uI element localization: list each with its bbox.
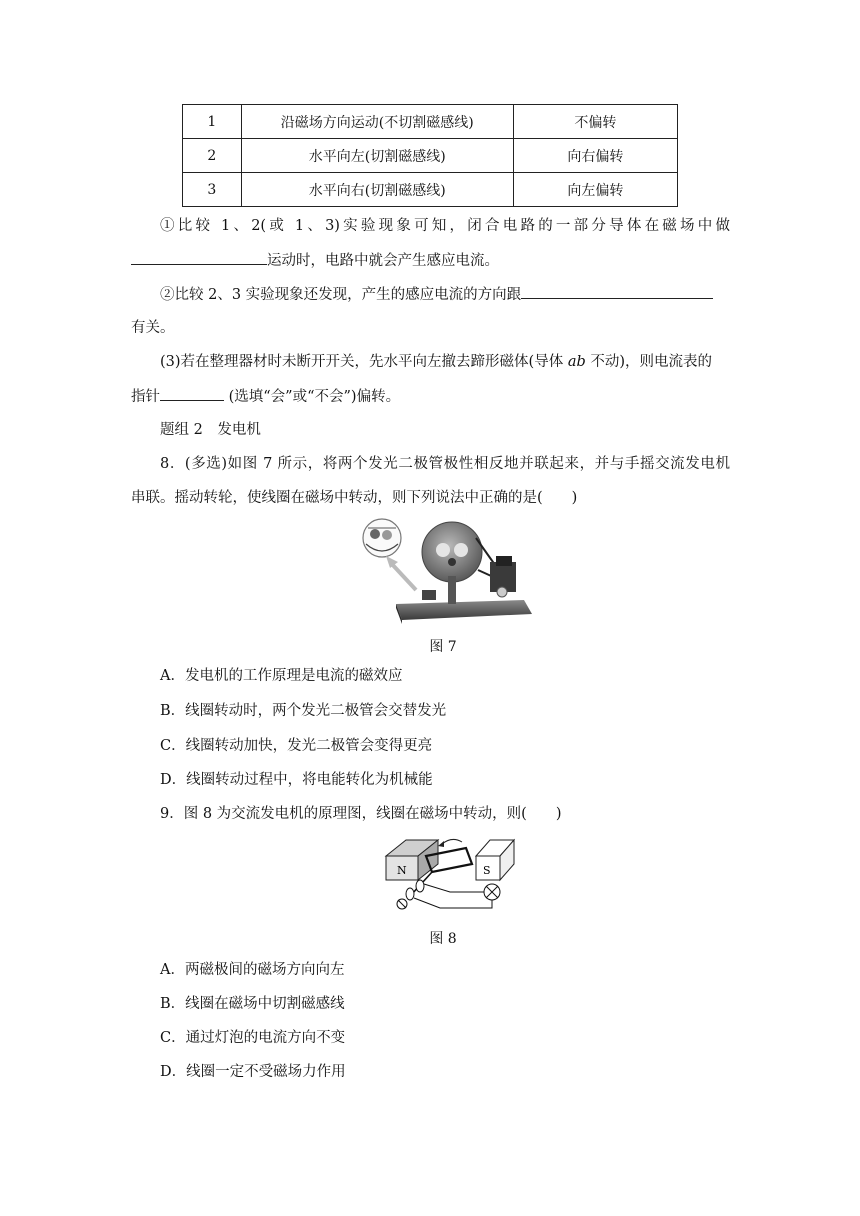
q1-line1: ①比较 1、2(或 1、3)实验现象可知，闭合电路的一部分导体在磁场中做 <box>160 218 730 234</box>
table-cell-result: 不偏转 <box>513 105 677 139</box>
q2-line2: 有关。 <box>131 320 175 336</box>
q8-option-d[interactable]: D．线圈转动过程中，将电能转化为机械能 <box>160 772 433 788</box>
observation-table <box>182 104 678 207</box>
q9-option-a[interactable]: A．两磁极间的磁场方向向左 <box>160 962 345 978</box>
q3-line1 <box>160 352 712 372</box>
magnet-s-label: S <box>483 864 491 877</box>
q3-line2 <box>131 386 400 407</box>
table-row <box>183 139 678 173</box>
q8-line1: 8．(多选)如图 7 所示，将两个发光二极管极性相反地并联起来，并与手摇交流发电机 <box>160 456 730 472</box>
q8-option-a[interactable]: A．发电机的工作原理是电流的磁效应 <box>160 668 403 684</box>
table-cell-motion: 水平向右(切割磁感线) <box>241 173 513 207</box>
q3-line1-after: 不动)，则电流表的 <box>585 354 713 370</box>
figure-8-caption: 图 8 <box>429 931 457 947</box>
q3-line2-after: (选填“会”或“不会”)偏转。 <box>224 389 401 405</box>
table-cell-no: 3 <box>183 173 242 207</box>
magnet-n-label: N <box>397 864 407 877</box>
q8-option-b[interactable]: B．线圈转动时，两个发光二极管会交替发光 <box>160 703 447 719</box>
q1-line2 <box>131 250 499 271</box>
q2-line1 <box>160 284 713 305</box>
table-cell-result: 向右偏转 <box>513 139 677 173</box>
table-row <box>183 105 678 139</box>
q3-variable: ab <box>567 354 586 370</box>
q3-line2-before: 指针 <box>131 389 160 405</box>
table-cell-result: 向左偏转 <box>513 173 677 207</box>
table-cell-motion: 水平向左(切割磁感线) <box>241 139 513 173</box>
q1-line2-text: 运动时，电路中就会产生感应电流。 <box>267 253 499 269</box>
answer-blank[interactable] <box>521 284 713 299</box>
table-row <box>183 173 678 207</box>
answer-blank[interactable] <box>160 386 224 401</box>
q9-line1: 9．图 8 为交流发电机的原理图，线圈在磁场中转动，则( ) <box>160 806 562 822</box>
q9-option-b[interactable]: B．线圈在磁场中切割磁感线 <box>160 996 345 1012</box>
section-title: 题组 2 发电机 <box>160 422 261 438</box>
table-cell-motion: 沿磁场方向运动(不切割磁感线) <box>241 105 513 139</box>
generator-photo-figure <box>356 516 532 624</box>
q9-option-c[interactable]: C．通过灯泡的电流方向不变 <box>160 1030 346 1046</box>
table-cell-no: 2 <box>183 139 242 173</box>
q3-line1-before: (3)若在整理器材时未断开开关，先水平向左撤去蹄形磁体(导体 <box>160 354 568 370</box>
table-cell-no: 1 <box>183 105 242 139</box>
q9-option-d[interactable]: D．线圈一定不受磁场力作用 <box>160 1064 346 1080</box>
q8-option-c[interactable]: C．线圈转动加快，发光二极管会变得更亮 <box>160 738 433 754</box>
q2-line1-text: ②比较 2、3 实验现象还发现，产生的感应电流的方向跟 <box>160 287 522 303</box>
answer-blank[interactable] <box>131 250 267 265</box>
figure-7-caption: 图 7 <box>429 639 457 655</box>
ac-generator-diagram <box>380 834 518 916</box>
q8-line2: 串联。摇动转轮，使线圈在磁场中转动，则下列说法中正确的是( ) <box>131 490 578 506</box>
